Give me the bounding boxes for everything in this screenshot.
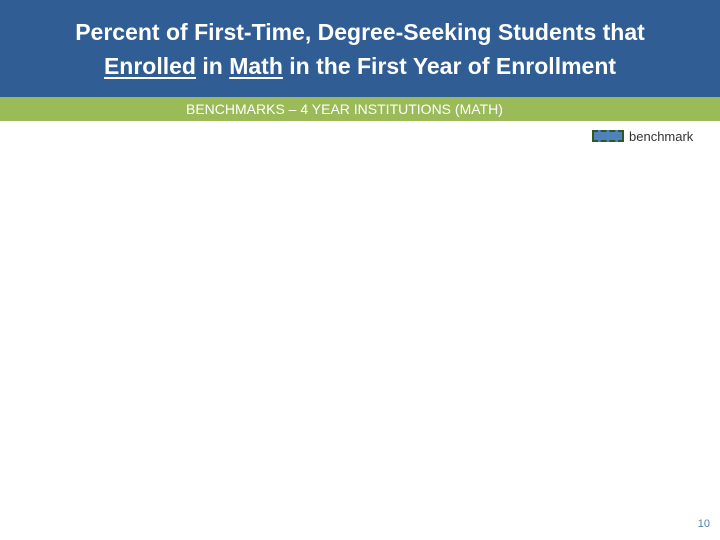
- slide-title-line-2: [104, 49, 616, 83]
- title-in-word: in: [195, 52, 230, 79]
- title-math-word: Math: [229, 52, 283, 79]
- legend-label-benchmark: benchmark: [629, 128, 694, 144]
- subtitle: BENCHMARKS – 4 YEAR INSTITUTIONS (MATH): [186, 101, 503, 117]
- title-enrolled-word: Enrolled: [103, 52, 196, 79]
- title-line-2-rest: in the First Year of Enrollment: [282, 52, 617, 79]
- subtitle-bar: [0, 97, 720, 121]
- slide-title-line-1: Percent of First-Time, Degree-Seeking Students that: [75, 18, 645, 45]
- title-bar: [0, 0, 720, 97]
- page-number: 10: [697, 518, 710, 530]
- legend-swatch-benchmark: [592, 130, 624, 142]
- legend: [592, 128, 693, 144]
